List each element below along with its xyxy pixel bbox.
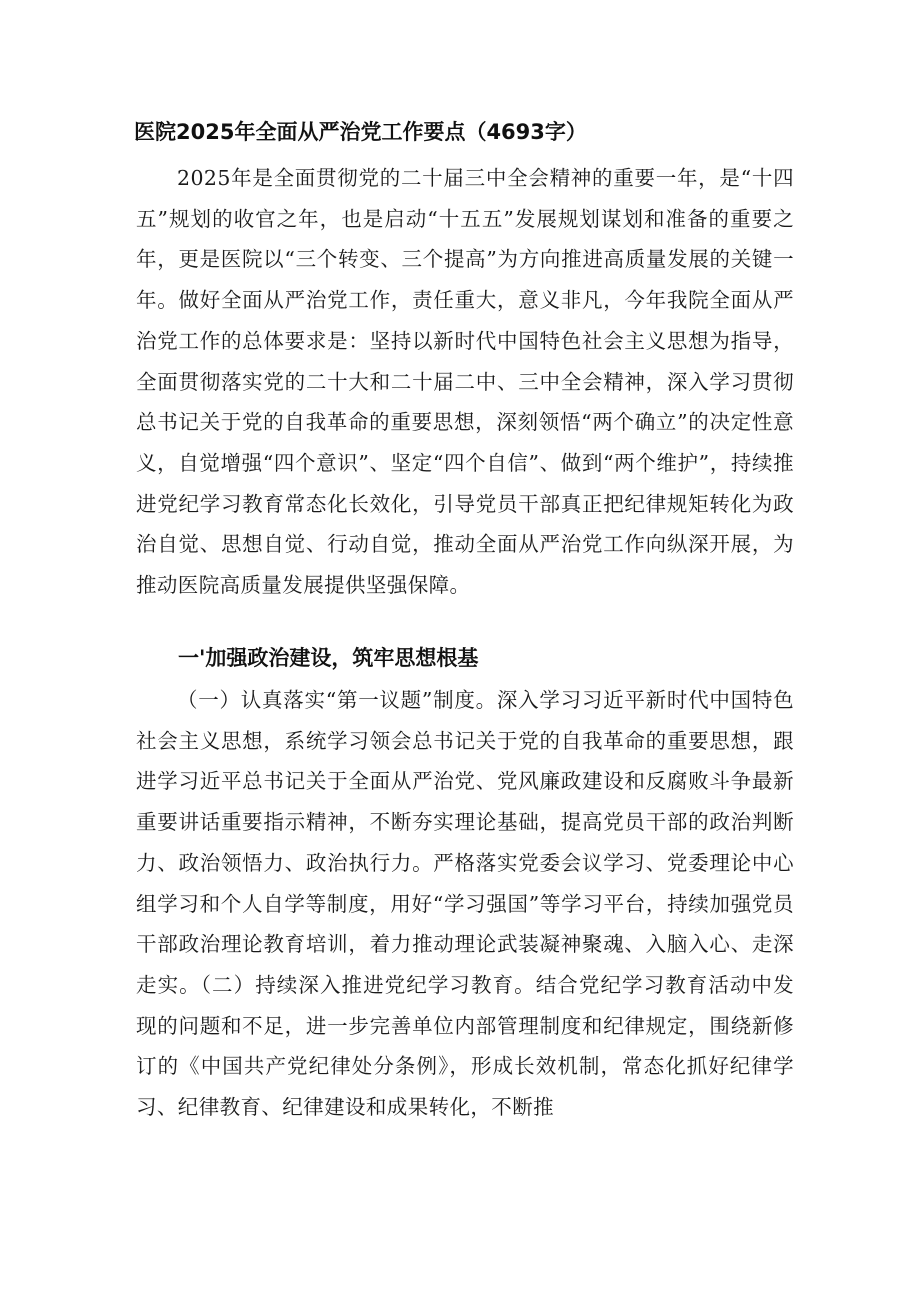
intro-paragraph: 2025年是全面贯彻党的二十届三中全会精神的重要一年，是“十四五”规划的收官之年，也是启动“十五五”发展规划谋划和准备的重要之年，更是医院以“三个转变、三个提高”为方向推进高质量发展的关键一年。做好全面从严治党工作，责任重大，意义非凡，今年我院全面从严治党工作的总体要求是：坚持以新时代中国特色社会主义思想为指导，全面贯彻落实党的二十大和二十届二中、三中全会精神，深入学习贯彻总书记关于党的自我革命的重要思想，深刻领悟“两个确立”的决定性意义，自觉增强“四个意识”、坚定“四个自信”、做到“两个维护”，持续推进党纪学习教育常态化长效化，引导党员干部真正把纪律规矩转化为政治自觉、思想自觉、行动自觉，推动全面从严治党工作向纵深开展，为推动医院高质量发展提供坚强保障。 [136, 166, 794, 598]
document-title: 医院2025年全面从严治党工作要点（4693字） [134, 120, 587, 144]
section-heading-political-construction: 一'加强政治建设，筑牢思想根基 [178, 646, 479, 670]
section-1-paragraph: （一）认真落实“第一议题”制度。深入学习习近平新时代中国特色社会主义思想，系统学习领会总书记关于党的自我革命的重要思想，跟进学习近平总书记关于全面从严治党、党风廉政建设和反腐败斗争最新重要讲话重要指示精神，不断夯实理论基础，提高党员干部的政治判断力、政治领悟力、政治执行力。严格落实党委会议学习、党委理论中心组学习和个人自学等制度，用好“学习强国”等学习平台，持续加强党员干部政治理论教育培训，着力推动理论武装凝神聚魂、入脑入心、走深走实。（二）持续深入推进党纪学习教育。结合党纪学习教育活动中发现的问题和不足，进一步完善单位内部管理制度和纪律规定，围绕新修订的《中国共产党纪律处分条例》，形成长效机制，常态化抓好纪律学习、纪律教育、纪律建设和成果转化，不断推 [136, 688, 794, 1120]
